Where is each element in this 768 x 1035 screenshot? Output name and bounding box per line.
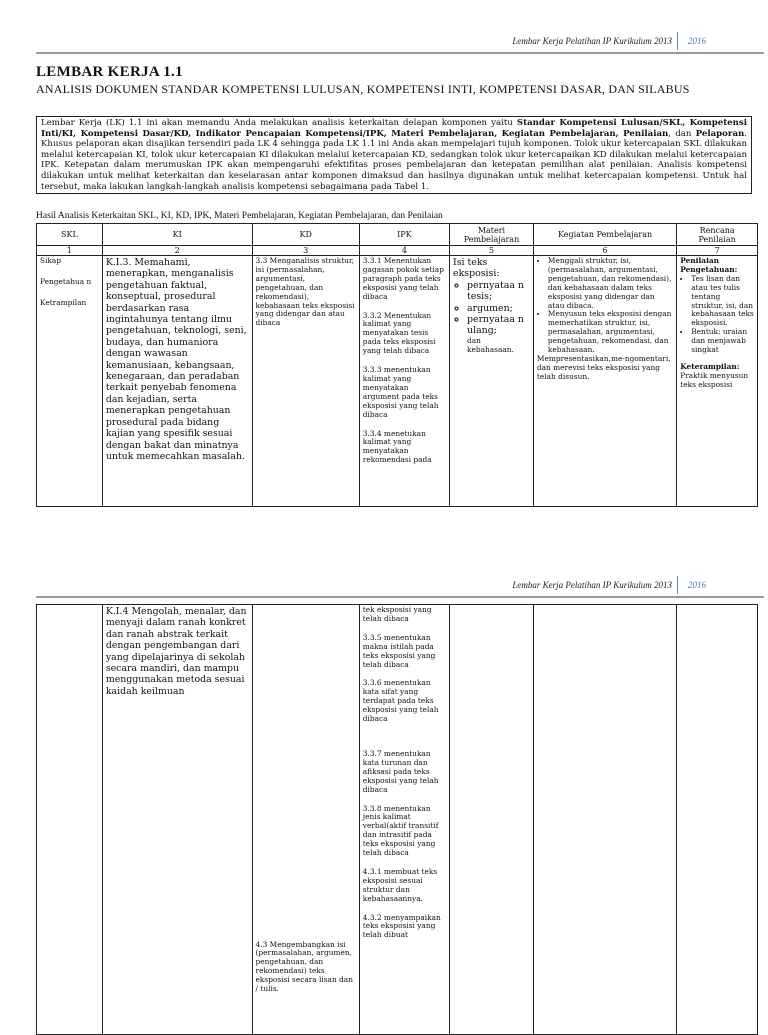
document-subtitle: ANALISIS DOKUMEN STANDAR KOMPETENSI LULUSAN, KOMPETENSI INTI, KOMPETENSI DASAR, DAN SILABUS: [36, 82, 690, 96]
col-number: 2: [102, 246, 252, 256]
header-year: 2016: [688, 36, 706, 46]
page-header-2: [36, 576, 764, 598]
skl-ketrampilan: Ketrampilan: [40, 297, 87, 307]
intro-bold-2: Pelaporan: [695, 128, 745, 139]
materi-item: ◦ pernyataa n ulang;: [467, 314, 530, 337]
cell-kegiatan: [533, 605, 676, 1035]
cell-kd: 3.3 Menganalisis struktur, isi (permasalahan, argumentasi, pengetahuan, dan rekomendasi), kebahasaan teks eksposisi yang didengar dan atau dibaca: [252, 256, 359, 507]
skl-sikap: Sikap: [40, 256, 62, 265]
col-header-kegiatan: Kegiatan Pembelajaran: [533, 224, 676, 246]
document-title: LEMBAR KERJA 1.1: [36, 64, 183, 80]
ipk-item: 4.3.1 membuat teks eksposisi sesuai struktur dan kebahasaannya.: [362, 866, 438, 903]
ipk-item: 3.3.7 menentukan kata turunan dan afiksasi pada teks eksposisi yang telah dibaca: [362, 748, 439, 794]
header-divider: [677, 32, 678, 50]
table-caption: Hasil Analisis Keterkaitan SKL, KI, KD, IPK, Materi Pembelajaran, Kegiatan Pembelajaran, dan Penilaian: [36, 211, 443, 221]
keterampilan-title: Keterampilan:: [680, 361, 740, 371]
penilaian-list: [680, 275, 754, 355]
cell-ipk: [359, 605, 449, 1035]
col-number: 5: [450, 246, 534, 256]
ipk-item: tek eksposisi yang telah dibaca: [362, 605, 432, 623]
col-header-penilaian: Rencana Penilaian: [677, 224, 758, 246]
table-number-row: [37, 246, 758, 256]
header-text: Lembar Kerja Pelatihan IP Kurikulum 2013: [512, 36, 672, 46]
cell-materi: [450, 256, 534, 507]
header-text: Lembar Kerja Pelatihan IP Kurikulum 2013: [512, 580, 672, 590]
ipk-item: 3.3.3 menentukan kalimat yang menyatakan argument pada teks eksposisi yang telah dibaca: [362, 365, 439, 419]
materi-intro: Isi teks eksposisi:: [453, 257, 500, 280]
materi-item: ◦ pernyataa n tesis;: [467, 280, 530, 303]
col-number: 6: [533, 246, 676, 256]
col-header-skl: SKL: [37, 224, 103, 246]
intro-bold: Standar Kompetensi Lulusan/SKL, Kompetensi Inti/KI, Kompetensi Dasar/KD, Indikator Pencapaian Kompetensi/IPK, Materi Pembelajaran, Kegiatan Pembelajaran, Penilaian: [41, 118, 747, 139]
intro-box: [36, 116, 752, 194]
page-header: [36, 32, 764, 54]
header-year: 2016: [688, 580, 706, 590]
ipk-item: 3.3.8 menentukan jenis kalimat verbal(aktif transitif dan intrasitif pada teks eksposisi yang telah dibaca: [362, 803, 439, 858]
table-row: [37, 605, 758, 1035]
keterampilan-text: Praktik menyusun teks eksposisi: [680, 370, 749, 389]
cell-kegiatan: [533, 256, 676, 507]
col-header-ki: KI: [102, 224, 252, 246]
header-divider: [677, 576, 678, 594]
kegiatan-tail: Mempresentasikan,me-ngomentari, dan merevisi teks eksposisi yang telah disusun.: [536, 353, 671, 381]
analysis-table-continued: [36, 604, 758, 1035]
cell-ipk: [359, 256, 449, 507]
ipk-item: 3.3.1 Menentukan gagasan pokok setiap paragraph pada teks eksposisi yang telah dibaca: [362, 256, 444, 301]
analysis-table: [36, 223, 758, 507]
table-header-row: [37, 224, 758, 246]
cell-skl: [37, 605, 103, 1035]
penilaian-title: Penilaian Pengetahuan:: [680, 256, 738, 274]
ipk-item: 3.3.5 menentukan makna istilah pada teks eksposisi yang telah dibaca: [362, 632, 436, 669]
cell-kd: [252, 605, 359, 1035]
intro-text-mid: , dan: [668, 128, 696, 139]
cell-penilaian: [677, 256, 758, 507]
col-header-ipk: IPK: [359, 224, 449, 246]
ipk-item: 3.3.4 menetukan kalimat yang menyatakan rekomendasi pada: [362, 428, 432, 465]
col-number: 4: [359, 246, 449, 256]
intro-text: Lembar Kerja (LK) 1.1 ini akan memandu Anda melakukan analisis keterkaitan delapan komponen yaitu: [41, 118, 517, 128]
col-number: 1: [37, 246, 103, 256]
intro-text-2: . Khusus pelaporan akan disajikan tersendiri pada LK 4 sehingga pada LK 1.1 ini Anda akan mempelajari tujuh komponen. Tolok ukur ketercapaian SKL dilakukan melalui ketercapaian KI, tolok ukur ketercapaian KI dilakukan melalui ketercapaian KD, sedangkan tolok ukur ketercapaikan KD dilakukan melalui ketercapaian IPK. Ketepatan dalam merumuskan IPK akan mempengaruhi efektifitas proses pembelajaran dan ketepatan pemilihan alat penilaian. Analisis kompetensi dilakukan untuk melihat keterkaitan dan keselarasan antar komponen dimaksud dan hasilnya digunakan untuk melihat ketercapaian kompetensi. Untuk hal tersebut, maka lakukan langkah-langkah analisis kompetensi sebagaimana pada Tabel 1.: [41, 128, 747, 192]
ipk-item: 4.3.2 menyampaikan teks eksposisi yang telah dibuat: [362, 912, 441, 940]
materi-list: [453, 280, 530, 337]
cell-penilaian: [677, 605, 758, 1035]
ipk-item: 3.3.6 menentukan kata sifat yang terdapat pada teks eksposisi yang telah dibaca: [362, 678, 439, 724]
skl-pengetahuan: Pengetahua n: [40, 276, 92, 286]
cell-ki: K.I.3. Memahami, menerapkan, menganalisis pengetahuan faktual, konseptual, prosedural berdasarkan rasa ingintahunya tentang ilmu pengetahuan, teknologi, seni, budaya, dan humaniora dengan wawasan kemanusiaan, kebangsaan, kenegaraan, dan peradaban terkait penyebab fenomena dan kejadian, serta menerapkan pengetahuan prosedural pada bidang kajian yang spesifik sesuai dengan bakat dan minatnya untuk memecahkan masalah.: [102, 256, 252, 507]
cell-ki: K.I.4 Mengolah, menalar, dan menyaji dalam ranah konkret dan ranah abstrak terkait dengan pengembangan dari yang dipelajarinya di sekolah secara mandiri, dan mampu menggunakan metoda sesuai kaidah keilmuan: [102, 605, 252, 1035]
penilaian-item: • Bentuk: uraian dan menjawab singkat: [691, 328, 754, 355]
cell-materi: [450, 605, 534, 1035]
ipk-item: 3.3.2 Menentukan kalimat yang menyatakan tesis pada teks eksposisi yang telah dibaca: [362, 310, 436, 356]
materi-item: ◦ argumen;: [467, 303, 530, 314]
materi-tail: dan kebahasaan.: [467, 335, 514, 354]
kegiatan-list: [537, 257, 673, 355]
kegiatan-item: • Menggali struktur, isi, (permasalahan, argumentasi, pengetahuan, dan rekomendasi), dan kebahasaan dalam teks eksposisi yang didengar dan atau dibaca.: [548, 257, 673, 310]
col-number: 7: [677, 246, 758, 256]
table-row: [37, 256, 758, 507]
cell-skl: [37, 256, 103, 507]
penilaian-item: • Tes lisan dan atau tes tulis tentang struktur, isi, dan kebahasaan teks eksposisi.: [691, 275, 754, 328]
kegiatan-item: • Menyusun teks eksposisi dengan memerhatikan struktur, isi, permasalahan, argumentasi, pengetahuan, rekomendasi, dan kebahasaan.: [548, 310, 673, 355]
col-header-materi: Materi Pembelajaran: [450, 224, 534, 246]
col-number: 3: [252, 246, 359, 256]
kd-text: 4.3 Mengembangkan isi (permasalahan, argumen, pengetahuan, dan rekomendasi) teks eksposisi secara lisan dan / tulis.: [255, 939, 353, 994]
col-header-kd: KD: [252, 224, 359, 246]
